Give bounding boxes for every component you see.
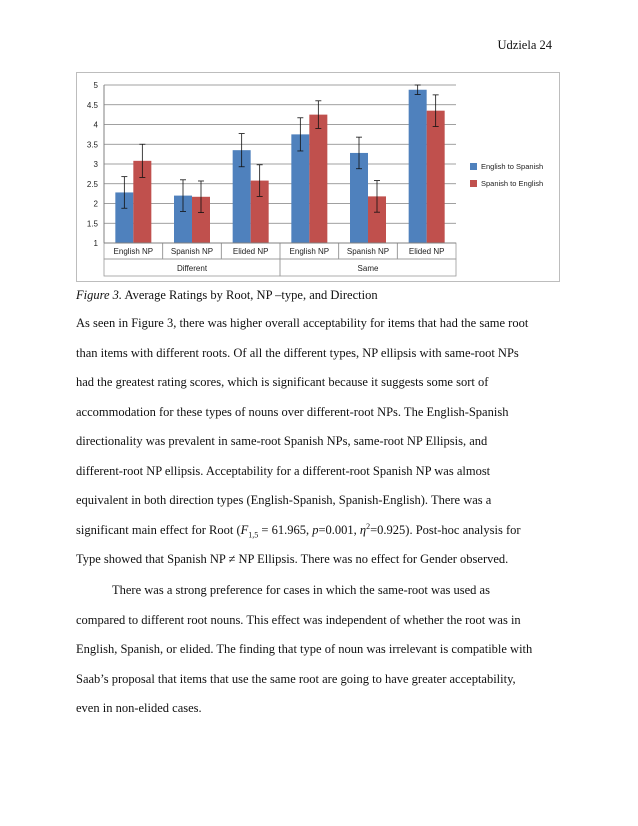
y-tick-label: 2 [93,199,98,209]
bar-chart [76,72,560,282]
paragraph-1 [76,309,566,575]
figure-caption [76,288,378,303]
group-label: Same [357,264,379,273]
text-line: even in non-elided cases. [76,701,202,715]
legend-swatch [470,163,477,170]
caption-text: Average Ratings by Root, NP –type, and Direction [124,288,378,302]
stat-eta: η [359,522,367,537]
category-label: Spanish NP [170,247,214,256]
category-label: English NP [113,247,154,256]
group-label: Different [176,264,208,273]
paragraph-2 [76,576,566,724]
bar-spanish-to-english [427,111,445,243]
text-line: compared to different root nouns. This effect was independent of whether the root was in [76,612,521,627]
y-tick-label: 4 [93,120,98,130]
stats-prefix: significant main effect for Root ( [76,522,241,537]
text-line: accommodation for these types of nouns over different-root NPs. The English-Spanish [76,404,509,419]
bar-english-to-spanish [409,90,427,243]
text-line: English, Spanish, or elided. The finding that type of noun was irrelevant is compatible with [76,642,533,656]
text-line: had the greatest rating scores, which is significant because it suggests some sort of [76,375,489,389]
legend-swatch [470,180,477,187]
caption-label: Figure 3. [76,288,123,302]
y-tick-label: 2.5 [86,179,98,189]
stat-f-value: = 61.965, [258,522,313,537]
y-tick-label: 3.5 [86,140,98,150]
stat-p-value: =0.001, [318,522,360,537]
legend-label: Spanish to English [481,179,544,188]
stat-eta-sup: 2 [366,521,371,531]
y-tick-label: 1.5 [86,219,98,229]
stat-eta-value: =0.925). Post-hoc analysis for [370,522,521,537]
category-label: Spanish NP [346,247,390,256]
text-line: directionality was prevalent in same-root Spanish NPs, same-root NP Ellipsis, and [76,434,488,448]
bar-spanish-to-english [309,115,327,243]
chart-canvas [77,73,561,283]
stat-p: p [312,522,319,537]
legend-label: English to Spanish [481,162,544,171]
stat-f-df: 1,5 [248,530,259,539]
text-line: Type showed that Spanish NP ≠ NP Ellipsis. There was no effect for Gender observed. [76,552,509,566]
y-tick-label: 5 [93,81,98,90]
text-line: than items with different roots. Of all the different types, NP ellipsis with same-root NPs [76,345,519,360]
stat-f: F [240,522,249,537]
text-line: There was a strong preference for cases in which the same-root was used as [112,583,490,597]
category-label: Elided NP [408,247,445,256]
category-label: English NP [289,247,330,256]
text-line: different-root NP ellipsis. Acceptability for a different-root Spanish NP was almost [76,463,491,478]
text-line: Saab’s proposal that items that use the same root are going to have greater acceptability, [76,671,516,686]
y-tick-label: 3 [93,160,98,169]
running-head: Udziela 24 [497,38,552,52]
category-label: Elided NP [232,247,269,256]
stats-line [76,516,566,546]
text-line: equivalent in both direction types (English-Spanish, Spanish-English). There was a [76,493,492,507]
y-tick-label: 1 [93,239,98,248]
text-line: As seen in Figure 3, there was higher overall acceptability for items that had the same root [76,316,529,330]
y-tick-label: 4.5 [86,100,98,110]
